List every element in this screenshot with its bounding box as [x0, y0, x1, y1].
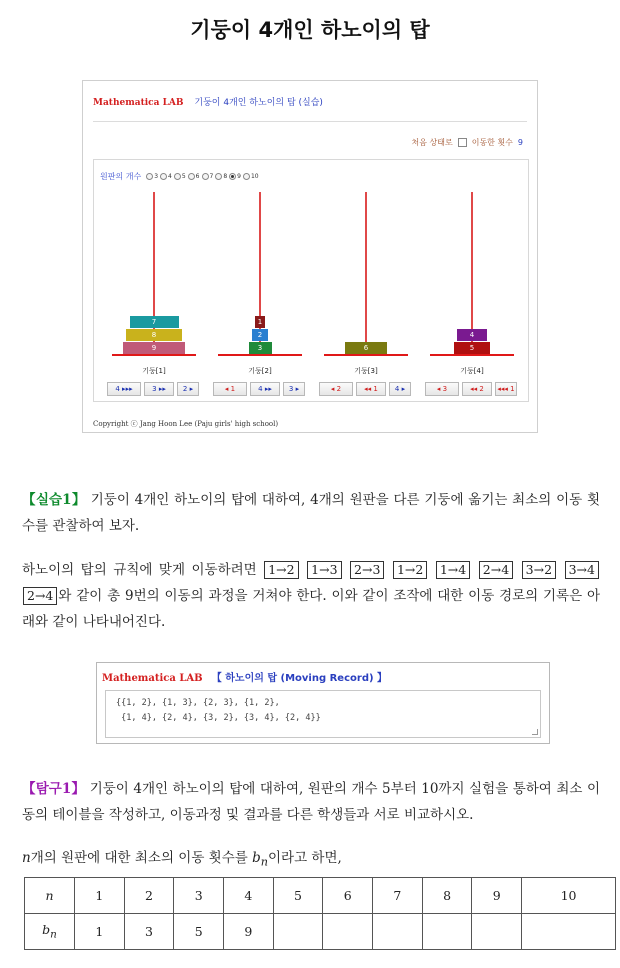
disc[interactable]: 9 [123, 342, 185, 354]
move-button[interactable]: 2 ▸ [177, 382, 199, 396]
intro-end: 이라고 하면, [267, 850, 342, 866]
explore-tag: 【탐구1】 [22, 781, 86, 797]
header-divider [93, 121, 527, 122]
table-cell-n: 3 [174, 878, 224, 914]
move-box: 3→2 [522, 561, 556, 579]
resize-grip-icon[interactable] [532, 729, 538, 735]
reset-row [412, 137, 523, 148]
radio-icon[interactable] [215, 173, 222, 180]
move-button[interactable]: ◂ 1 [213, 382, 247, 396]
disc-count-option-label: 9 [237, 173, 241, 180]
disc-count-option[interactable] [243, 173, 259, 180]
peg-label: 기둥[3] [354, 367, 378, 375]
hanoi-app-panel [82, 80, 538, 433]
peg-label: 기둥[1] [142, 367, 166, 375]
table-intro [22, 845, 600, 876]
table-cell-n: 1 [75, 878, 125, 914]
radio-icon[interactable] [146, 173, 153, 180]
move-box: 1→3 [307, 561, 341, 579]
explore-text: 기둥이 4개인 하노이의 탑에 대하여, 원판의 개수 5부터 10까지 실험을 통하여 최소 이동의 테이블을 작성하고, 이동과정 및 결과를 다른 학생들과 서로 비교하시오. [22, 781, 600, 823]
move-button[interactable]: ◂◂ 1 [356, 382, 386, 396]
disc-count-option[interactable] [188, 173, 200, 180]
move-button[interactable]: 4 ▸▸▸ [107, 382, 141, 396]
table-cell-b [273, 914, 323, 950]
explore-paragraph [22, 776, 600, 828]
radio-icon[interactable] [229, 173, 236, 180]
moves-label: 이동한 횟수 [471, 138, 513, 147]
disc[interactable]: 1 [255, 316, 265, 328]
table-cell-n: 5 [273, 878, 323, 914]
table-cell-n: 6 [323, 878, 373, 914]
peg-label: 기둥[2] [248, 367, 272, 375]
disc[interactable]: 5 [454, 342, 490, 354]
move-button[interactable]: ◂◂◂ 1 [495, 382, 517, 396]
move-box: 1→2 [264, 561, 298, 579]
page-title: 기둥이 4개인 하노이의 탑 [190, 18, 430, 42]
record-textarea[interactable] [105, 690, 541, 738]
move-buttons [213, 382, 305, 396]
table-cell-n: 9 [472, 878, 522, 914]
move-button[interactable]: 3 ▸▸ [144, 382, 174, 396]
move-box: 1→4 [436, 561, 470, 579]
disc[interactable]: 2 [252, 329, 269, 341]
disc-count-option[interactable] [202, 173, 214, 180]
move-button[interactable]: ◂ 3 [425, 382, 459, 396]
table-cell-n: 8 [422, 878, 472, 914]
moves-count: 9 [517, 138, 523, 147]
table-head-n: n [25, 878, 75, 914]
move-box: 2→4 [23, 587, 57, 605]
disc[interactable]: 4 [457, 329, 487, 341]
record-line-1: {{1, 2}, {1, 3}, {2, 3}, {1, 2}, [116, 698, 280, 708]
var-b-sub: n [260, 855, 268, 869]
peg-label: 기둥[4] [460, 367, 484, 375]
move-button[interactable]: ◂◂ 2 [462, 382, 492, 396]
record-line-2: {1, 4}, {2, 4}, {3, 2}, {3, 4}, {2, 4}} [116, 713, 321, 723]
disc[interactable]: 7 [130, 316, 179, 328]
table-cell-n: 10 [522, 878, 616, 914]
moves-prefix: 하노이의 탑의 규칙에 맞게 이동하려면 [22, 562, 264, 578]
table-cell-b [522, 914, 616, 950]
disc-count-option-label: 3 [154, 173, 159, 180]
disc-count-option-label: 7 [209, 173, 214, 180]
table-row-b [25, 914, 616, 950]
move-buttons [319, 382, 411, 396]
reset-label: 처음 상태로 [411, 138, 453, 147]
disc-count-label: 원판의 개수 [100, 172, 142, 181]
app-subtitle: 기둥이 4개인 하노이의 탑 (실습) [194, 98, 323, 108]
disc[interactable]: 8 [126, 329, 182, 341]
disc-count-option-label: 5 [181, 173, 186, 180]
move-box: 2→4 [479, 561, 513, 579]
table-head-b: $b_n$ [25, 914, 75, 950]
disc-count-option-label: 8 [223, 173, 228, 180]
peg-base [324, 354, 408, 356]
table-cell-n: 2 [124, 878, 174, 914]
move-box: 1→2 [393, 561, 427, 579]
moving-record-panel [96, 662, 550, 744]
disc-count-option[interactable] [146, 173, 158, 180]
radio-icon[interactable] [243, 173, 250, 180]
moves-suffix: 와 같이 총 9번의 이동의 과정을 거쳐야 한다. 이와 같이 조작에 대한 이동 경로의 기록은 아래와 같이 나타내어진다. [22, 588, 600, 630]
intro-mid: 개의 원판에 대한 최소의 이동 횟수를 [30, 850, 253, 866]
radio-icon[interactable] [202, 173, 209, 180]
peg-base [218, 354, 302, 356]
table-cell-b: 3 [124, 914, 174, 950]
disc[interactable]: 3 [249, 342, 272, 354]
move-button[interactable]: ◂ 2 [319, 382, 353, 396]
move-button[interactable]: 4 ▸ [389, 382, 411, 396]
practice-tag: 【실습1】 [22, 492, 86, 508]
min-moves-table [24, 877, 616, 950]
record-title: 【 하노이의 탑 (Moving Record) 】 [211, 673, 388, 684]
table-cell-b [422, 914, 472, 950]
var-n: n [22, 850, 31, 866]
hanoi-board [93, 159, 529, 402]
app-brand: Mathematica LAB [93, 98, 184, 108]
practice-paragraph [22, 487, 600, 539]
disc-count-option-label: 10 [250, 173, 259, 180]
table-cell-n: 4 [224, 878, 274, 914]
move-buttons [107, 382, 199, 396]
copyright: Copyright ⓒ Jang Hoon Lee (Paju girls' high school) [93, 420, 279, 428]
table-cell-b [472, 914, 522, 950]
disc-count-option-label: 4 [168, 173, 172, 180]
move-button[interactable]: 4 ▸▸ [250, 382, 280, 396]
disc-count-option[interactable] [174, 173, 186, 180]
table-cell-n: 7 [373, 878, 423, 914]
disc-count-selector [100, 171, 261, 182]
var-b: b [252, 850, 261, 866]
table-cell-b: 9 [224, 914, 274, 950]
radio-icon[interactable] [174, 173, 181, 180]
radio-icon[interactable] [160, 173, 167, 180]
disc-count-option[interactable] [160, 173, 172, 180]
move-buttons [425, 382, 517, 396]
table-cell-b [373, 914, 423, 950]
table-cell-b [323, 914, 373, 950]
peg-rod [365, 192, 367, 354]
move-button[interactable]: 3 ▸ [283, 382, 305, 396]
app-header [93, 95, 323, 108]
disc-count-option[interactable] [229, 173, 241, 180]
disc[interactable]: 6 [345, 342, 388, 354]
radio-icon[interactable] [188, 173, 195, 180]
peg-base [112, 354, 196, 356]
move-box: 2→3 [350, 561, 384, 579]
move-box: 3→4 [565, 561, 599, 579]
disc-count-option-label: 6 [195, 173, 200, 180]
moves-paragraph [22, 557, 600, 635]
peg-base [430, 354, 514, 356]
table-row-n [25, 878, 616, 914]
practice-text: 기둥이 4개인 하노이의 탑에 대하여, 4개의 원판을 다른 기둥에 옮기는 최소의 이동 횟수를 관찰하여 보자. [22, 492, 601, 534]
reset-checkbox[interactable] [458, 138, 467, 147]
record-brand: Mathematica LAB [102, 673, 203, 684]
record-header [102, 669, 387, 684]
table-cell-b: 1 [75, 914, 125, 950]
disc-count-option[interactable] [215, 173, 227, 180]
table-cell-b: 5 [174, 914, 224, 950]
